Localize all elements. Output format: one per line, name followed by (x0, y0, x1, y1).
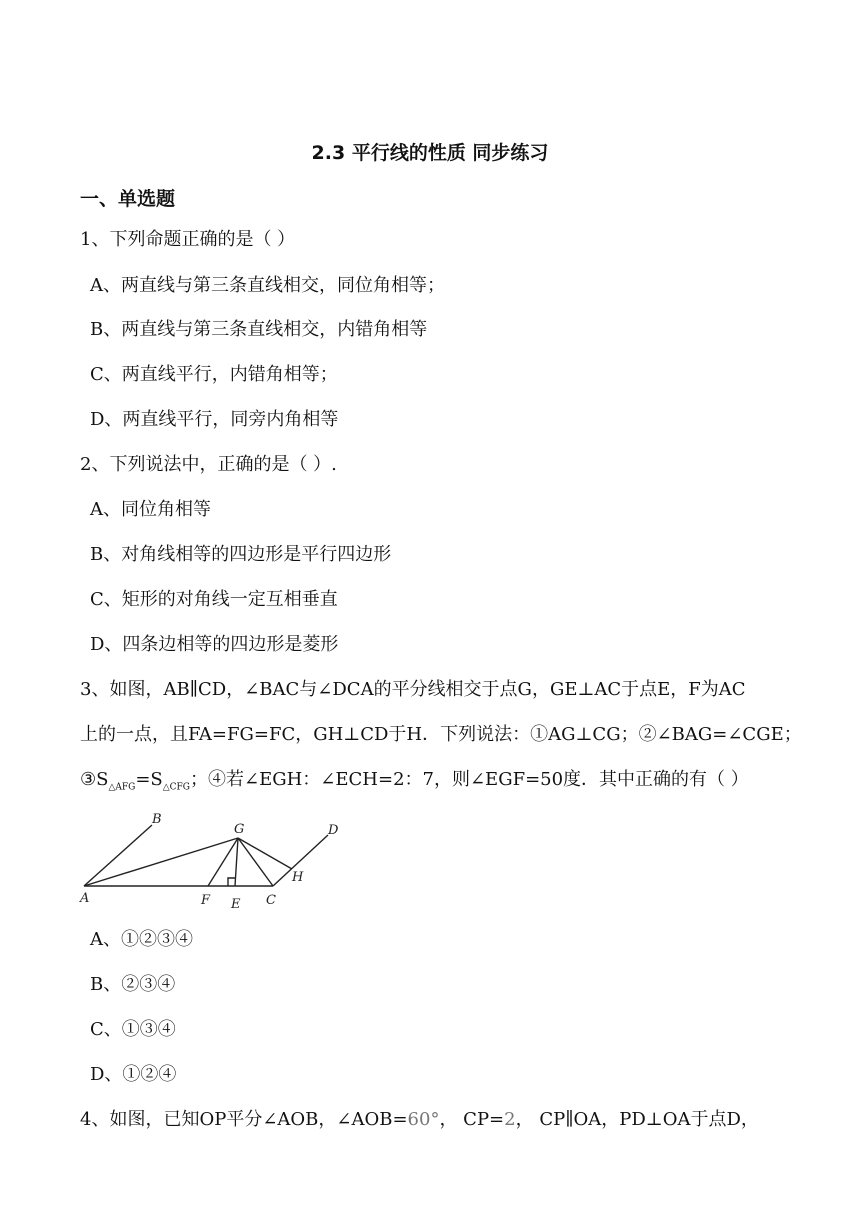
question-3-option-c: C、①③④ (90, 1019, 176, 1040)
q3-text-segment: =S (135, 769, 163, 790)
fig-label-a: A (80, 891, 90, 906)
question-2-stem: 2、下列说法中，正确的是（ ）. (80, 454, 337, 475)
question-1-option-d: D、两直线平行，同旁内角相等 (90, 409, 339, 430)
question-3-option-a: A、①②③④ (90, 929, 193, 950)
q3-subscript-cfg: △CFG (162, 782, 190, 793)
question-3-option-d: D、①②④ (90, 1064, 177, 1085)
question-1-option-b: B、两直线与第三条直线相交，内错角相等 (90, 319, 428, 340)
fig-label-c: C (266, 893, 276, 908)
question-2-option-d: D、四条边相等的四边形是菱形 (90, 634, 339, 655)
fig-label-h: H (292, 870, 304, 885)
fig-label-d: D (328, 823, 339, 838)
q4-text-segment: 4、如图，已知OP平分∠AOB，∠AOB= (80, 1109, 408, 1130)
q4-text-segment: ， CP∥OA，PD⊥OA于点D， (515, 1109, 759, 1130)
question-3-figure (70, 805, 360, 915)
fig-label-e: E (231, 897, 241, 912)
fig-label-f: F (201, 893, 211, 908)
question-3-line-2: 上的一点，且FA=FG=FC，GH⊥CD于H．下列说法：①AG⊥CG；②∠BAG=∠CGE； (80, 724, 802, 745)
question-2-option-c: C、矩形的对角线一定互相垂直 (90, 589, 338, 610)
q3-subscript-afg: △AFG (108, 782, 136, 793)
question-2-option-a: A、同位角相等 (90, 499, 211, 520)
question-1-option-c: C、两直线平行，内错角相等； (90, 364, 338, 385)
q3-text-segment: ③S (80, 769, 109, 790)
fig-label-g: G (234, 822, 245, 837)
question-2-option-b: B、对角线相等的四边形是平行四边形 (90, 544, 392, 565)
section-heading: 一、单选题 (80, 188, 176, 210)
question-3-option-b: B、②③④ (90, 974, 176, 995)
q4-angle-value: 60° (407, 1109, 440, 1130)
question-1-stem: 1、下列命题正确的是（ ） (80, 229, 296, 250)
q4-cp-value: 2 (504, 1109, 516, 1130)
question-3-line-3 (80, 768, 749, 800)
question-1-option-a: A、两直线与第三条直线相交，同位角相等； (90, 275, 445, 296)
q3-text-segment: ；④若∠EGH：∠ECH=2：7，则∠EGF=50度．其中正确的有（ ） (190, 769, 749, 790)
question-3-line-1: 3、如图，AB∥CD，∠BAC与∠DCA的平分线相交于点G，GE⊥AC于点E，F为AC (80, 679, 746, 700)
question-4-line-1 (80, 1108, 759, 1132)
fig-label-b: B (152, 812, 162, 827)
q4-text-segment: ， CP= (439, 1109, 505, 1130)
document-title: 2.3 平行线的性质 同步练习 (311, 142, 549, 164)
